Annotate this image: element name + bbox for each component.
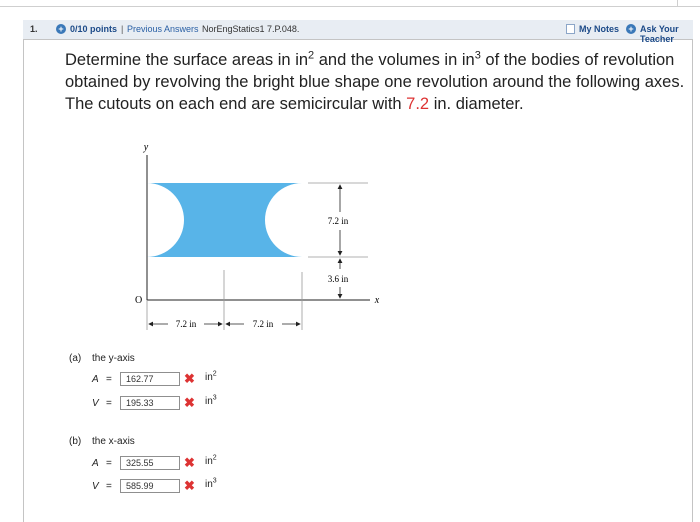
points-score: 0/10 points: [70, 24, 118, 34]
part-a-area-input[interactable]: 162.77: [120, 372, 180, 386]
part-b-label: (b): [69, 436, 82, 447]
ask-teacher-link[interactable]: Ask Your Teacher: [640, 24, 679, 44]
part-a-area-eq: =: [106, 374, 112, 385]
blue-shape: [147, 183, 302, 257]
part-b-area-input[interactable]: 325.55: [120, 456, 180, 470]
part-a-area-unit: $in^2$: [205, 370, 217, 383]
part-a-label: (a): [69, 353, 82, 364]
dim-offset-label: 3.6 in: [327, 274, 349, 284]
question-code: NorEngStatics1 7.P.048.: [202, 24, 300, 34]
dim-height-label: 7.2 in: [327, 216, 349, 226]
problem-statement: Determine the surface areas in $in^2$ and the volumes in $in^3$ of the bodies of revolution obtained by revolving the bright blue shape one revolution around the following axes. The cutouts on each end are semicircular with 7.2 in. diameter.: [65, 49, 685, 113]
part-a-volume-eq: =: [106, 398, 112, 409]
part-b-area-unit: $in^2$: [205, 454, 217, 467]
part-b-area-eq: =: [106, 458, 112, 469]
incorrect-x-icon: ✖: [184, 478, 195, 493]
previous-answers-link[interactable]: Previous Answers: [127, 24, 199, 34]
question-number: 1.: [30, 24, 38, 34]
part-a-volume-var: V: [92, 398, 99, 409]
part-b-volume-unit: $in^3$: [205, 477, 217, 490]
x-axis-label: x: [374, 295, 380, 306]
my-notes-link[interactable]: My Notes: [579, 24, 620, 34]
incorrect-x-icon: ✖: [184, 395, 195, 410]
part-b-area-var: A: [92, 458, 99, 469]
part-a-volume-unit: $in^3$: [205, 394, 217, 407]
part-b-axis-text: the x-axis: [92, 436, 135, 447]
origin-label: O: [135, 295, 143, 306]
dim-w1-label: 7.2 in: [175, 319, 197, 329]
dim-w2-label: 7.2 in: [252, 319, 274, 329]
part-a-axis-text: the y-axis: [92, 353, 135, 364]
incorrect-x-icon: ✖: [184, 455, 195, 470]
header-separator: |: [121, 24, 124, 34]
y-axis-label: y: [143, 142, 149, 153]
diameter-value: 7.2: [406, 95, 430, 113]
ask-plus-icon[interactable]: +: [626, 24, 636, 34]
part-b-volume-var: V: [92, 481, 99, 492]
part-a-volume-input[interactable]: 195.33: [120, 396, 180, 410]
points-plus-icon[interactable]: +: [56, 24, 66, 34]
part-a-area-var: A: [92, 374, 99, 385]
part-b-volume-eq: =: [106, 481, 112, 492]
incorrect-x-icon: ✖: [184, 371, 195, 386]
part-b-volume-input[interactable]: 585.99: [120, 479, 180, 493]
